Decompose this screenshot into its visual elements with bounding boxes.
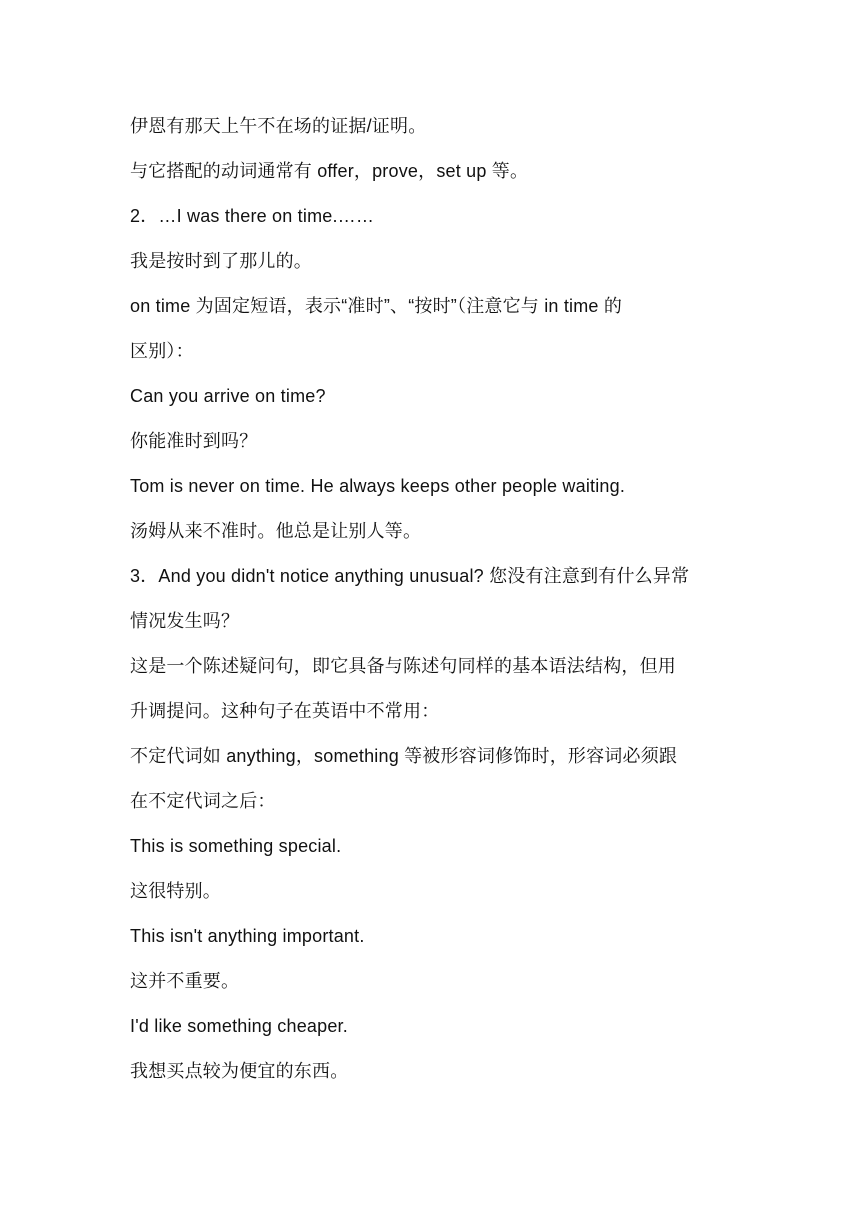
text-line: 不定代词如 anything，something 等被形容词修饰时，形容词必须跟 xyxy=(130,746,678,766)
text-line: 你能准时到吗？ xyxy=(130,431,258,451)
text-line: 与它搭配的动词通常有 offer，prove，set up 等。 xyxy=(130,161,529,181)
text-line: 这并不重要。 xyxy=(130,971,240,991)
document-body xyxy=(130,104,732,1094)
text-line: 我是按时到了那儿的。 xyxy=(130,251,312,271)
text-line: 我想买点较为便宜的东西。 xyxy=(130,1061,349,1081)
text-line: on time 为固定短语，表示“准时”、“按时”（注意它与 in time 的 xyxy=(130,296,623,316)
text-line: Tom is never on time. He always keeps other people waiting. xyxy=(130,476,626,496)
text-line: 汤姆从来不准时。他总是让别人等。 xyxy=(130,521,422,541)
text-line: This is something special. xyxy=(130,836,342,856)
text-line: 3．And you didn't notice anything unusual? 您没有注意到有什么异常 xyxy=(130,566,690,586)
text-line: 情况发生吗？ xyxy=(130,611,240,631)
text-line: This isn't anything important. xyxy=(130,926,365,946)
text-line: 在不定代词之后： xyxy=(130,791,276,811)
text-line: Can you arrive on time? xyxy=(130,386,326,406)
text-line: 区别）： xyxy=(130,341,194,361)
text-line: 这是一个陈述疑问句，即它具备与陈述句同样的基本语法结构，但用 xyxy=(130,656,676,676)
text-line: 这很特别。 xyxy=(130,881,221,901)
text-line: 2．…I was there on time.…… xyxy=(130,206,375,226)
text-line: 伊恩有那天上午不在场的证据/证明。 xyxy=(130,116,427,136)
text-line: I'd like something cheaper. xyxy=(130,1016,348,1036)
text-line: 升调提问。这种句子在英语中不常用： xyxy=(130,701,440,721)
